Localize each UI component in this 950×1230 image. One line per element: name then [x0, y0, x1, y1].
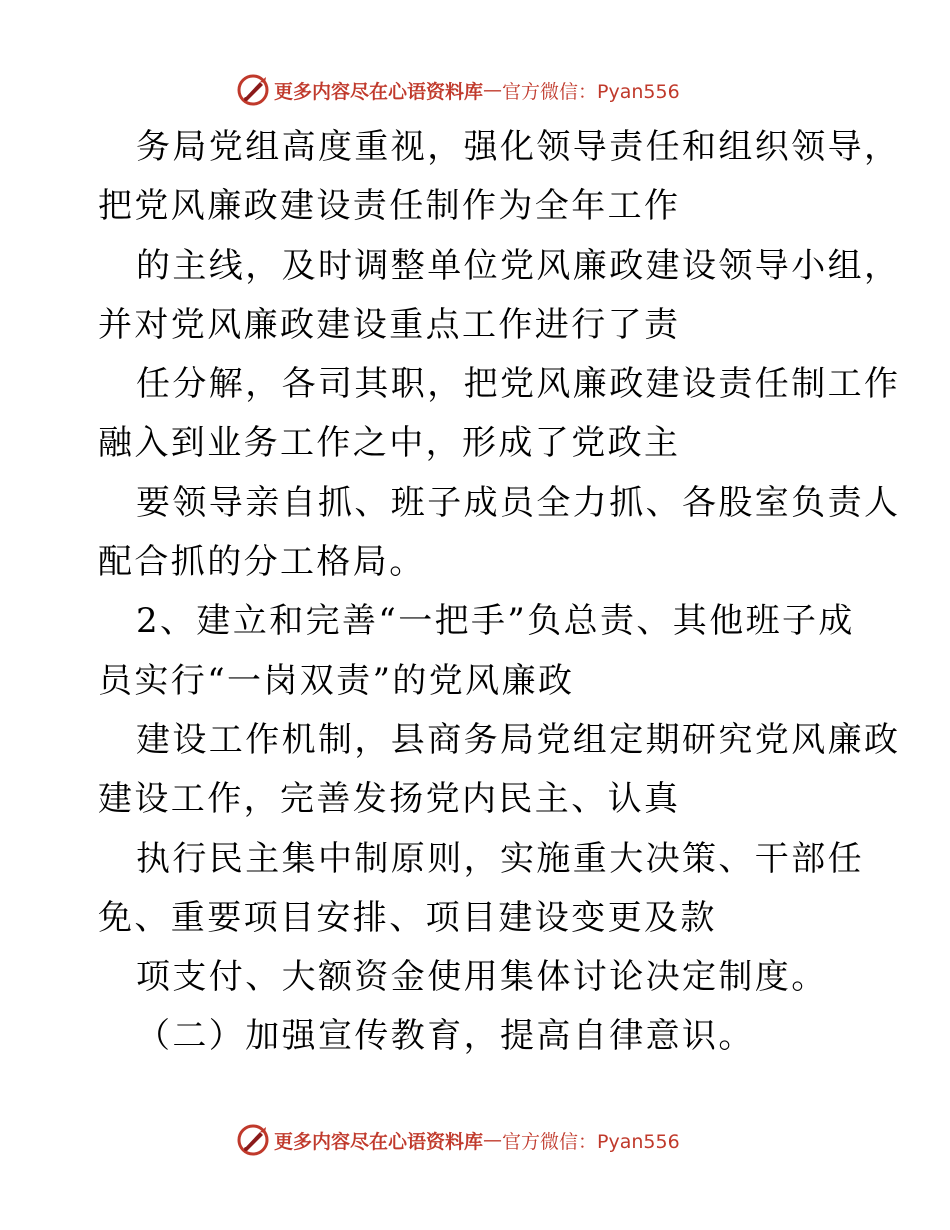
- text-line: 融入到业务工作之中，形成了党政主: [98, 423, 681, 464]
- watermark-main-text: 更多内容尽在心语资料库: [274, 80, 484, 103]
- text-line: 免、重要项目安排、项目建设变更及款: [98, 897, 717, 938]
- footer-watermark: [236, 1122, 716, 1158]
- text-line: 员实行“一岗双责”的党风廉政: [98, 660, 575, 701]
- document-body: [98, 118, 901, 1067]
- text-line: 建设工作，完善发扬党内民主、认真: [98, 779, 681, 820]
- quill-logo-icon: [236, 1123, 270, 1157]
- header-watermark: [236, 72, 716, 108]
- text-line: 要领导亲自抓、班子成员全力抓、各股室负责人: [136, 482, 901, 523]
- text-line: 务局党组高度重视，强化领导责任和组织领导，: [136, 127, 901, 167]
- text-line: 2、建立和完善“一把手”负总责、其他班子成: [136, 601, 855, 642]
- text-line: 把党风廉政建设责任制作为全年工作: [98, 186, 681, 227]
- watermark-sub-text: 官方微信：Pyan556: [502, 80, 680, 103]
- quill-logo-icon: [236, 73, 270, 107]
- text-line: 配合抓的分工格局。: [98, 542, 426, 583]
- watermark-sub-text: 官方微信：Pyan556: [502, 1130, 680, 1153]
- section-heading: （二）加强宣传教育，提高自律意识。: [136, 1016, 755, 1057]
- text-line: 项支付、大额资金使用集体讨论决定制度。: [136, 957, 828, 998]
- watermark-dash: —: [483, 1129, 503, 1151]
- text-line: 任分解，各司其职，把党风廉政建设责任制工作: [136, 364, 901, 405]
- watermark-dash: —: [483, 79, 503, 101]
- text-line: 的主线，及时调整单位党风廉政建设领导小组，: [136, 245, 901, 286]
- text-line: 执行民主集中制原则，实施重大决策、干部任: [136, 838, 864, 879]
- text-line: 并对党风廉政建设重点工作进行了责: [98, 304, 681, 345]
- watermark-main-text: 更多内容尽在心语资料库: [274, 1130, 484, 1153]
- text-line: 建设工作机制，县商务局党组定期研究党风廉政: [136, 719, 901, 760]
